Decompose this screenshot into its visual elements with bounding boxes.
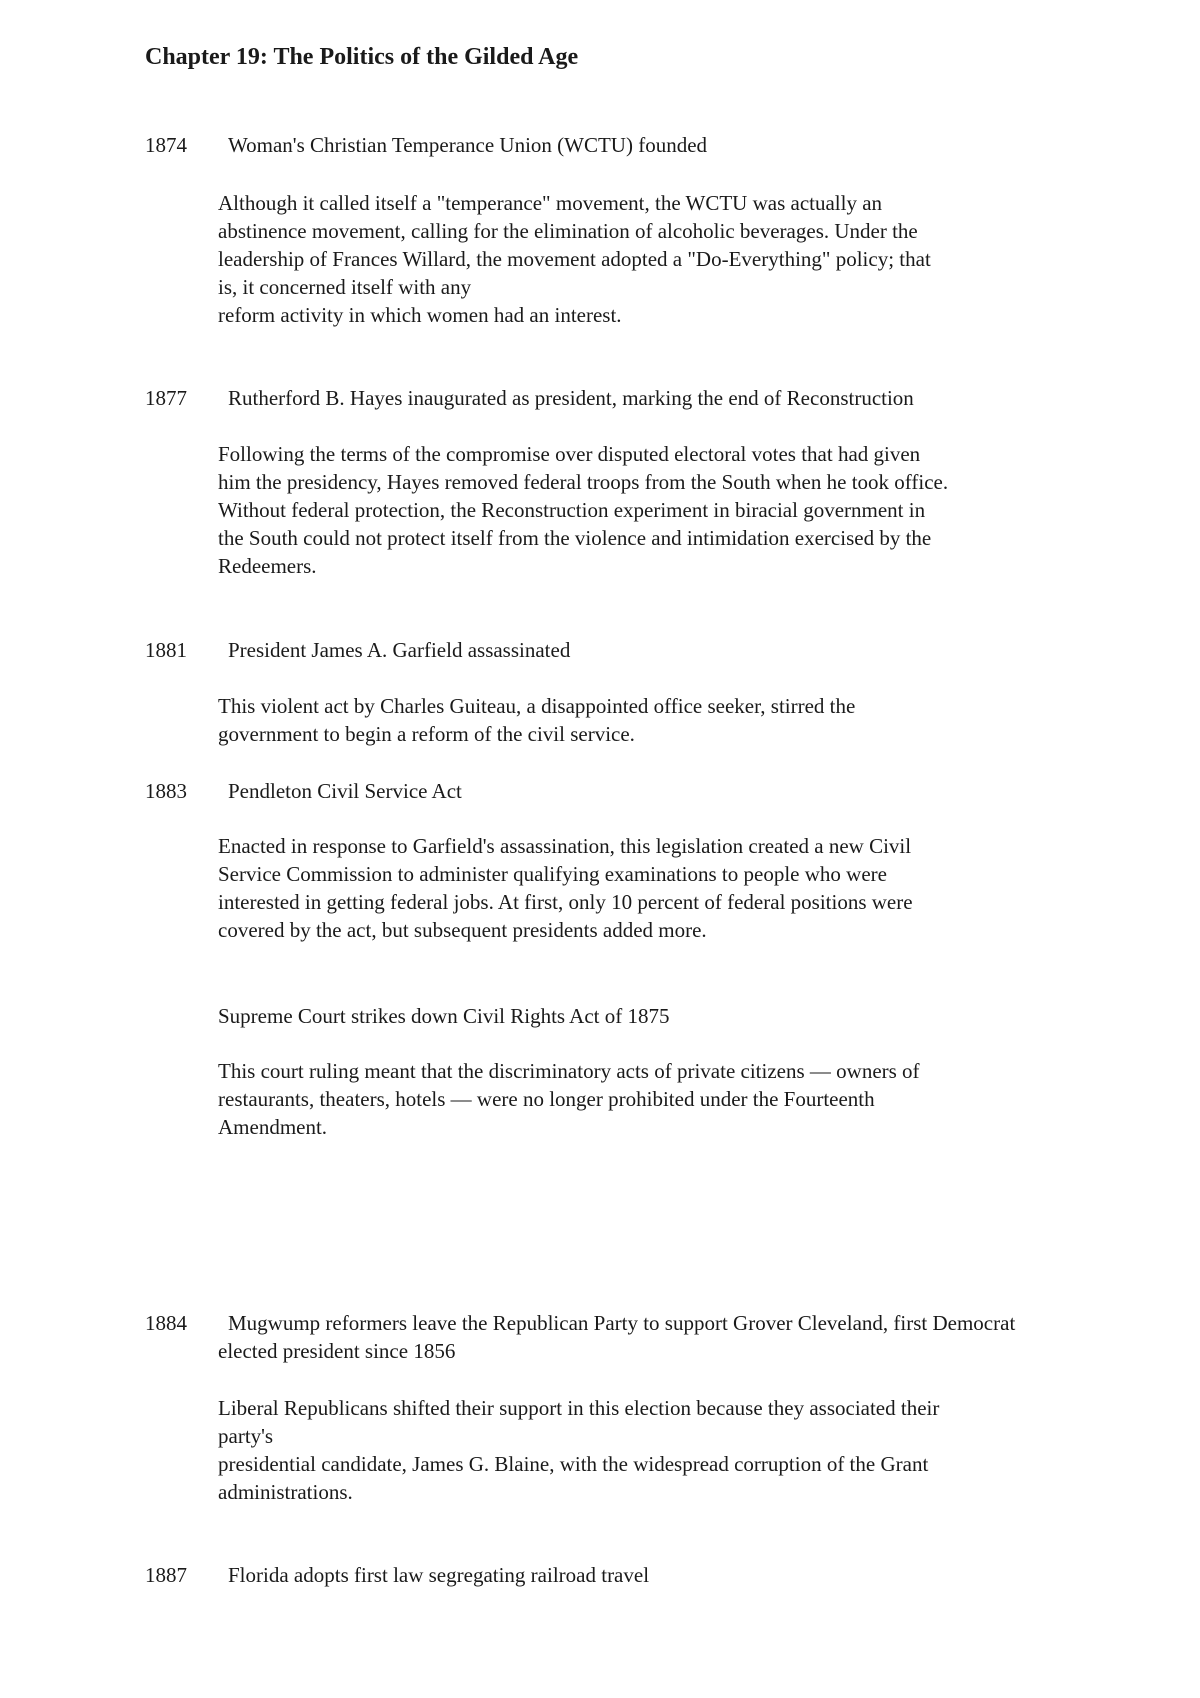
entry-heading: Woman's Christian Temperance Union (WCTU) founded xyxy=(228,133,708,157)
description-line: This court ruling meant that the discriminatory acts of private citizens — owners of xyxy=(218,1059,920,1083)
description-line: Although it called itself a "temperance" movement, the WCTU was actually an xyxy=(218,191,883,215)
description-line: party's xyxy=(218,1424,274,1448)
description-line: him the presidency, Hayes removed federal troops from the South when he took office. xyxy=(218,470,949,494)
description-line: Enacted in response to Garfield's assassination, this legislation created a new Civil xyxy=(218,834,912,858)
description-line: government to begin a reform of the civil service. xyxy=(218,722,635,746)
entry-description xyxy=(218,1394,1076,1506)
entry-heading: Supreme Court strikes down Civil Rights Act of 1875 xyxy=(218,1004,670,1028)
entry-heading: Florida adopts first law segregating railroad travel xyxy=(228,1563,650,1587)
entry-heading: Mugwump reformers leave the Republican Party to support Grover Cleveland, first Democrat elected president since 1856 xyxy=(218,1311,1016,1363)
entry-description xyxy=(218,832,1076,944)
description-line: Liberal Republicans shifted their support in this election because they associated their xyxy=(218,1396,940,1420)
entry-year: 1874 xyxy=(145,133,187,157)
description-line: interested in getting federal jobs. At first, only 10 percent of federal positions were xyxy=(218,890,913,914)
entry-year: 1884 xyxy=(145,1311,187,1335)
entry-year: 1877 xyxy=(145,386,187,410)
entry-description xyxy=(218,692,1076,748)
description-line: leadership of Frances Willard, the movement adopted a "Do-Everything" policy; that xyxy=(218,247,931,271)
entry-year: 1883 xyxy=(145,779,187,803)
entry-description xyxy=(218,189,1076,329)
page-title: Chapter 19: The Politics of the Gilded Age xyxy=(145,44,579,70)
description-line: Redeemers. xyxy=(218,554,317,578)
entry-heading: President James A. Garfield assassinated xyxy=(228,638,571,662)
description-line: This violent act by Charles Guiteau, a disappointed office seeker, stirred the xyxy=(218,694,856,718)
entry-description xyxy=(218,440,1076,580)
description-line: presidential candidate, James G. Blaine, with the widespread corruption of the Grant xyxy=(218,1452,929,1476)
description-line: restaurants, theaters, hotels — were no longer prohibited under the Fourteenth xyxy=(218,1087,875,1111)
entry-year: 1887 xyxy=(145,1563,187,1587)
entry-heading: Pendleton Civil Service Act xyxy=(228,779,462,803)
description-line: abstinence movement, calling for the elimination of alcoholic beverages. Under the xyxy=(218,219,918,243)
description-line: Without federal protection, the Reconstruction experiment in biracial government in xyxy=(218,498,926,522)
description-line: reform activity in which women had an interest. xyxy=(218,303,622,327)
description-line: administrations. xyxy=(218,1480,353,1504)
description-line: Following the terms of the compromise over disputed electoral votes that had given xyxy=(218,442,921,466)
entry-description xyxy=(218,1057,1076,1141)
description-line: Amendment. xyxy=(218,1115,328,1139)
entry-year: 1881 xyxy=(145,638,187,662)
entry-heading: Rutherford B. Hayes inaugurated as president, marking the end of Reconstruction xyxy=(228,386,914,410)
description-line: is, it concerned itself with any xyxy=(218,275,472,299)
description-line: Service Commission to administer qualifying examinations to people who were xyxy=(218,862,887,886)
description-line: the South could not protect itself from the violence and intimidation exercised by the xyxy=(218,526,932,550)
description-line: covered by the act, but subsequent presidents added more. xyxy=(218,918,707,942)
